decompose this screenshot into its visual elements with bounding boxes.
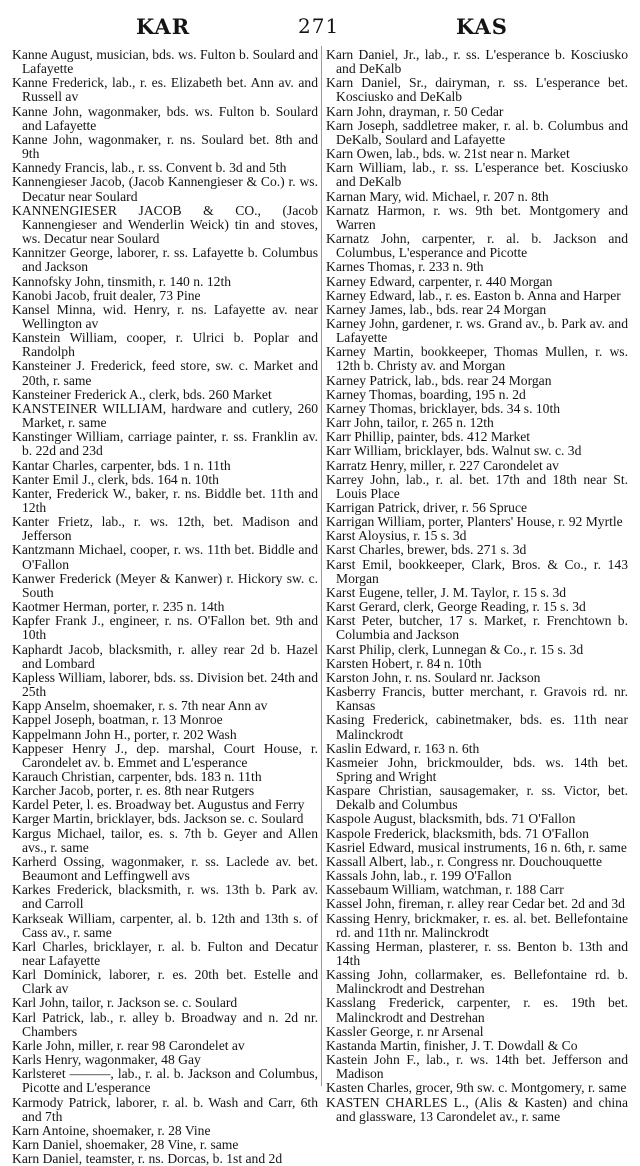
directory-entry: Kapfer Frank J., engineer, r. ns. O'Fallon bet. 9th and 10th [12, 613, 318, 643]
directory-entry: Karrigan Patrick, driver, r. 56 Spruce [326, 500, 528, 515]
directory-entry: Kanobi Jacob, fruit dealer, 73 Pine [12, 287, 201, 303]
directory-entry: Karst Gerard, clerk, George Reading, r. 15 s. 3d [326, 599, 586, 615]
directory-entry: Kanne August, musician, bds. ws. Fulton b. Soulard and Lafayette [12, 47, 318, 77]
page-number: 271 [298, 14, 340, 38]
directory-entry: Karherd Ossing, wagonmaker, r. ss. Laclede av. bet. Beaumont and Leffingwell avs [12, 853, 318, 884]
directory-entry: Kappelmann John H., porter, r. 202 Wash [12, 726, 237, 742]
directory-entry: Karratz Henry, miller, r. 227 Carondelet av [326, 457, 559, 473]
directory-entry: KANNENGIESER JACOB & CO., (Jacob Kannengieser and Wenderlin Weick) tin and stoves, ws. Decatur near Soulard [12, 202, 318, 247]
directory-entry: Kapless William, laborer, bds. ss. Division bet. 24th and 25th [12, 669, 318, 700]
directory-entry: Karst Philip, clerk, Lunnegan & Co., r. 15 s. 3d [326, 641, 584, 657]
directory-entry: Karney James, lab., bds. rear 24 Morgan [326, 301, 547, 317]
directory-entry: Karauch Christian, carpenter, bds. 183 n. 11th [12, 768, 262, 784]
directory-entry: Karl Dominick, laborer, r. es. 20th bet. Estelle and Clark av [12, 967, 318, 997]
directory-entry: Kansteiner J. Frederick, feed store, sw. c. Market and 20th, r. same [12, 358, 318, 388]
directory-entry: Kanter Frietz, lab., r. ws. 12th, bet. Madison and Jefferson [12, 514, 318, 544]
directory-entry: Karle John, miller, r. rear 98 Carondelet av [12, 1037, 245, 1053]
directory-entry: Karrigan William, porter, Planters' House, r. 92 Myrtle [326, 514, 623, 530]
directory-entry: KASTEN CHARLES L., (Alis & Kasten) and china and glassware, 13 Carondelet av., r. same [326, 1094, 628, 1124]
directory-entry: Karl Patrick, lab., r. alley b. Broadway and n. 2d nr. Chambers [12, 1009, 318, 1039]
directory-entry: Kansteiner Frederick A., clerk, bds. 260 Market [12, 386, 272, 402]
directory-entry: Karney Martin, bookkeeper, Thomas Mullen, r. ws. 12th b. Christy av. and Morgan [326, 344, 628, 374]
directory-entry: Karney Thomas, bricklayer, bds. 34 s. 10th [326, 400, 561, 416]
directory-entry: Karn Daniel, Sr., dairyman, r. ss. L'esperance bet. Kosciusko and DeKalb [326, 75, 628, 105]
directory-entry: Kansel Minna, wid. Henry, r. ns. Lafayette av. near Wellington av [12, 301, 318, 331]
directory-entry: Kastein John F., lab., r. ws. 14th bet. Jefferson and Madison [326, 1052, 628, 1082]
directory-entry: Kappel Joseph, boatman, r. 13 Monroe [12, 712, 223, 728]
directory-entry: Kanter Emil J., clerk, bds. 164 n. 10th [12, 471, 219, 487]
directory-entry: Kaspole August, blacksmith, bds. 71 O'Fallon [326, 811, 576, 827]
header-right-guide-word: KAS [456, 14, 508, 39]
left-column [12, 48, 318, 1166]
directory-entry: Kaotmer Herman, porter, r. 235 n. 14th [12, 599, 225, 615]
directory-entry: Karn Daniel, shoemaker, 28 Vine, r. same [12, 1137, 239, 1153]
directory-entry: Karnatz John, carpenter, r. al. b. Jackson and Columbus, L'esperance and Picotte [326, 231, 628, 261]
directory-entry: Kanstein William, cooper, r. Ulrici b. Poplar and Randolph [12, 330, 318, 360]
directory-entry: Kaphardt Jacob, blacksmith, r. alley rear 2d b. Hazel and Lombard [12, 641, 318, 671]
directory-entry: Kastanda Martin, finisher, J. T. Dowdall & Co [326, 1037, 578, 1053]
directory-entry: Karnan Mary, wid. Michael, r. 207 n. 8th [326, 188, 549, 204]
directory-entry: Kargus Michael, tailor, es. s. 7th b. Geyer and Allen avs., r. same [12, 825, 318, 855]
directory-entry: Kaslin Edward, r. 163 n. 6th [326, 740, 480, 756]
directory-entry: Karst Peter, butcher, 17 s. Market, r. Frenchtown b. Columbia and Jackson [326, 613, 628, 643]
directory-entry: Karn William, lab., r. ss. L'esperance bet. Kosciusko and DeKalb [326, 160, 628, 190]
directory-entry: Kassebaum William, watchman, r. 188 Carr [326, 882, 564, 898]
directory-entry: Karst Emil, bookkeeper, Clark, Bros. & Co., r. 143 Morgan [326, 556, 628, 586]
directory-entry: Karr William, bricklayer, bds. Walnut sw. c. 3d [326, 443, 582, 459]
directory-entry: Kassall Albert, lab., r. Congress nr. Douchouquette [326, 853, 602, 869]
directory-entry: Karsten Hobert, r. 84 n. 10th [326, 655, 482, 671]
directory-entry: Karnes Thomas, r. 233 n. 9th [326, 259, 484, 275]
directory-entry: Kanwer Frederick (Meyer & Kanwer) r. Hickory sw. c. South [12, 570, 318, 600]
directory-entry: Kanter, Frederick W., baker, r. ns. Biddle bet. 11th and 12th [12, 485, 318, 515]
directory-entry: Karmody Patrick, laborer, r. al. b. Wash and Carr, 6th and 7th [12, 1094, 318, 1124]
directory-entry: Karnatz Harmon, r. ws. 9th bet. Montgomery and Warren [326, 202, 628, 232]
directory-entry: Karst Aloysius, r. 15 s. 3d [326, 528, 467, 544]
directory-entry: Karn Owen, lab., bds. w. 21st near n. Market [326, 146, 570, 162]
directory-entry: Karger Martin, bricklayer, bds. Jackson se. c. Soulard [12, 811, 304, 827]
directory-entry: Kanne Frederick, lab., r. es. Elizabeth bet. Ann av. and Russell av [12, 75, 318, 105]
directory-entry: Kantar Charles, carpenter, bds. 1 n. 11th [12, 457, 231, 473]
column-divider [321, 46, 322, 1086]
directory-entry: Karn Daniel, Jr., lab., r. ss. L'esperance b. Kosciusko and DeKalb [326, 47, 628, 77]
directory-entry: Karn Daniel, teamster, r. ns. Dorcas, b. 1st and 2d [12, 1151, 283, 1166]
page-header [0, 14, 640, 42]
directory-entry: Karn Joseph, saddletree maker, r. al. b. Columbus and DeKalb, Soulard and Lafayette [326, 117, 628, 147]
directory-entry: Kasten Charles, grocer, 9th sw. c. Montgomery, r. same [326, 1080, 627, 1096]
directory-entry: Karkseak William, carpenter, al. b. 12th and 13th s. of Cass av., r. same [12, 910, 318, 940]
directory-entry: Kasslang Frederick, carpenter, r. es. 19th bet. Malinckrodt and Destrehan [326, 995, 628, 1025]
directory-entry: Kasberry Francis, butter merchant, r. Gravois rd. nr. Kansas [326, 684, 628, 714]
directory-entry: Kasriel Edward, musical instruments, 16 n. 6th, r. same [326, 839, 627, 855]
directory-entry: Kannitzer George, laborer, r. ss. Lafayette b. Columbus and Jackson [12, 245, 318, 275]
directory-entry: Kassler George, r. nr Arsenal [326, 1023, 484, 1039]
directory-entry: Kanne John, wagonmaker, bds. ws. Fulton b. Soulard and Lafayette [12, 103, 318, 133]
directory-entry: Kapp Anselm, shoemaker, r. s. 7th near Ann av [12, 698, 268, 714]
directory-entry: Kanne John, wagonmaker, r. ns. Soulard bet. 8th and 9th [12, 131, 318, 162]
directory-entry: Kaspole Frederick, blacksmith, bds. 71 O'Fallon [326, 825, 589, 841]
directory-entry: Kassing Henry, brickmaker, r. es. al. bet. Bellefontaine rd. and 11th nr. Malinckrodt [326, 910, 628, 940]
directory-entry: Kassing John, collarmaker, es. Bellefontaine rd. b. Malinckrodt and Destrehan [326, 967, 628, 997]
directory-entry: Karst Eugene, teller, J. M. Taylor, r. 15 s. 3d [326, 584, 567, 600]
directory-entry: Karlsteret ———, lab., r. al. b. Jackson and Columbus, Picotte and L'esperance [12, 1066, 318, 1096]
directory-entry: Karney Edward, carpenter, r. 440 Morgan [326, 273, 553, 289]
directory-entry: Kannofsky John, tinsmith, r. 140 n. 12th [12, 273, 232, 289]
directory-entry: Karr John, tailor, r. 265 n. 12th [326, 415, 494, 431]
directory-entry: Karls Henry, wagonmaker, 48 Gay [12, 1052, 201, 1068]
directory-entry: Karst Charles, brewer, bds. 271 s. 3d [326, 542, 527, 558]
directory-entry: Karcher Jacob, porter, r. es. 8th near Rutgers [12, 783, 255, 799]
header-left-guide-word: KAR [136, 14, 191, 39]
directory-entry: Karkes Frederick, blacksmith, r. ws. 13th b. Park av. and Carroll [12, 882, 318, 912]
directory-entry: Karney John, gardener, r. ws. Grand av., b. Park av. and Lafayette [326, 315, 628, 346]
directory-entry: Karney Edward, lab., r. es. Easton b. Anna and Harper [326, 287, 621, 303]
directory-entry: Karl John, tailor, r. Jackson se. c. Soulard [12, 995, 238, 1011]
directory-entry: Kannedy Francis, lab., r. ss. Convent b. 3d and 5th [12, 160, 287, 176]
directory-entry: KANSTEINER WILLIAM, hardware and cutlery, 260 Market, r. same [12, 400, 318, 431]
directory-entry: Karney Patrick, lab., bds. rear 24 Morgan [326, 372, 552, 388]
directory-entry: Karl Charles, bricklayer, r. al. b. Fulton and Decatur near Lafayette [12, 938, 318, 968]
directory-entry: Kardel Peter, l. es. Broadway bet. Augustus and Ferry [12, 797, 305, 813]
directory-entry: Kantzmann Michael, cooper, r. ws. 11th bet. Biddle and O'Fallon [12, 542, 318, 572]
directory-entry: Karn John, drayman, r. 50 Cedar [326, 103, 504, 119]
directory-entry: Karston John, r. ns. Soulard nr. Jackson [326, 669, 541, 685]
directory-entry: Karr Phillip, painter, bds. 412 Market [326, 429, 531, 445]
directory-entry: Kaspare Christian, sausagemaker, r. ss. Victor, bet. Dekalb and Columbus [326, 783, 628, 813]
directory-entry: Kasing Frederick, cabinetmaker, bds. es. 11th near Malinckrodt [326, 712, 628, 742]
directory-entry: Karrey John, lab., r. al. bet. 17th and 18th near St. Louis Place [326, 471, 628, 501]
directory-entry: Kassing Herman, plasterer, r. ss. Benton b. 13th and 14th [326, 938, 628, 968]
directory-entry: Kannengieser Jacob, (Jacob Kannengieser & Co.) r. ws. Decatur near Soulard [12, 174, 318, 204]
directory-entry: Kanstinger William, carriage painter, r. ss. Franklin av. b. 22d and 23d [12, 429, 318, 459]
directory-entry: Kasmeier John, brickmoulder, bds. ws. 14th bet. Spring and Wright [326, 754, 628, 784]
directory-entry: Kappeser Henry J., dep. marshal, Court House, r. Carondelet av. b. Emmet and L'esperance [12, 740, 318, 770]
directory-entry: Karney Thomas, boarding, 195 n. 2d [326, 386, 526, 402]
right-column [326, 48, 628, 1124]
directory-entry: Karn Antoine, shoemaker, r. 28 Vine [12, 1122, 211, 1138]
directory-entry: Kassel John, fireman, r. alley rear Cedar bet. 2d and 3d [326, 896, 625, 912]
directory-entry: Kassals John, lab., r. 199 O'Fallon [326, 868, 512, 884]
